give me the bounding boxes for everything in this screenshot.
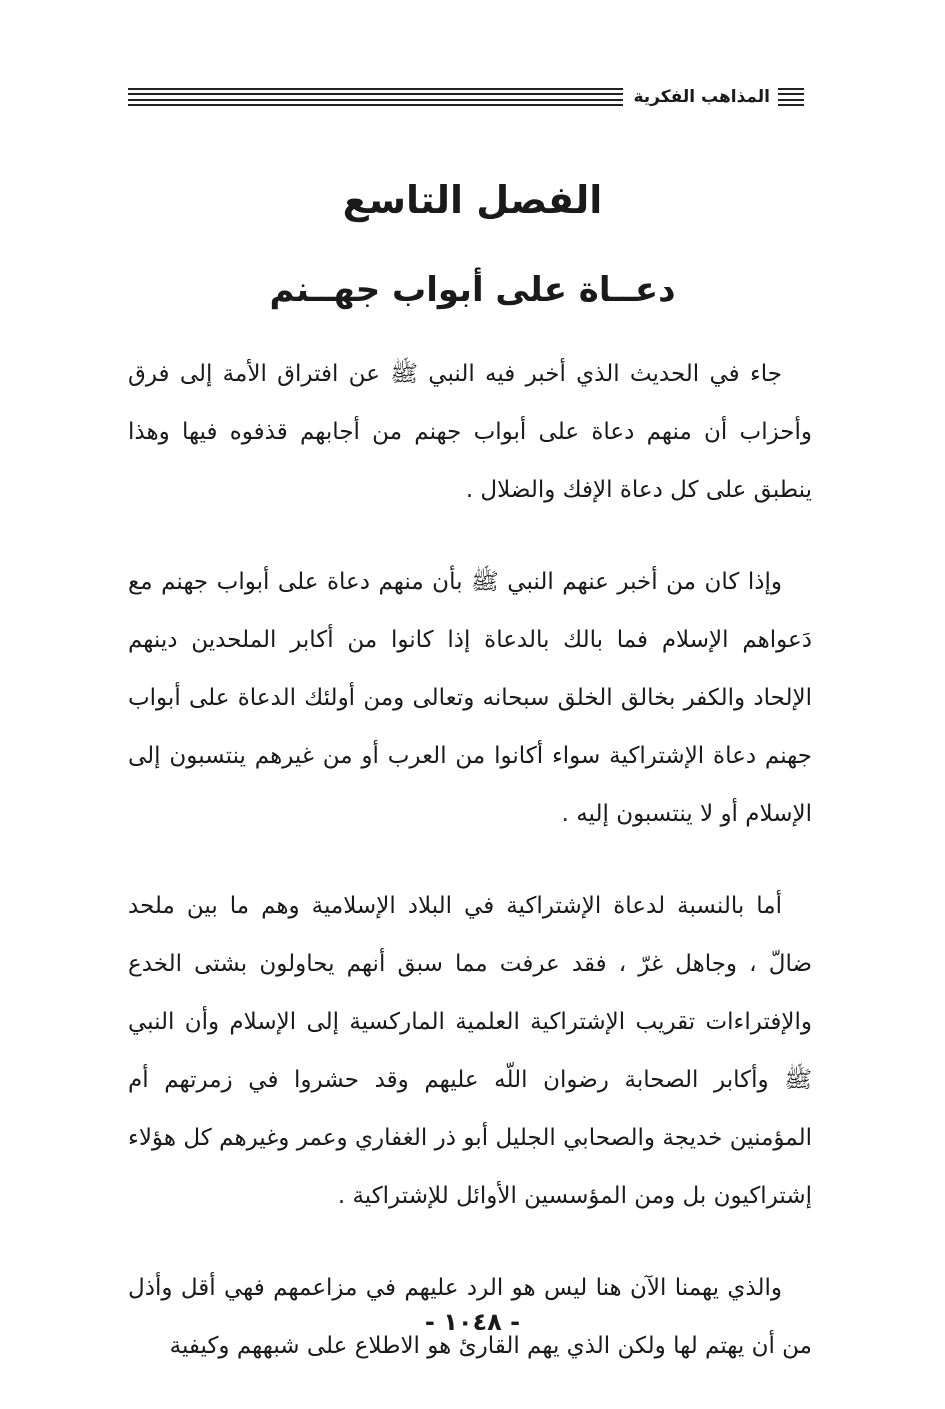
page-number: - ١٠٤٨ - [424,1308,521,1336]
running-header [128,84,804,110]
body-text [128,345,812,1409]
header-lines-icon [778,88,804,106]
paragraph-3: أما بالنسبة لدعاة الإشتراكية في البلاد الإسلامية وهم ما بين ملحد ضالّ ، وجاهل غرّ ، فقد عرفت مما سبق أنهم يحاولون بشتى الخدع والإفتراءات تقريب الإشتراكية العلمية الماركسية إلى الإسلام وأن النبي ﷺ وأكابر الصحابة رضوان اللّه عليهم وقد حشروا في زمرتهم أم المؤمنين خديجة والصحابي الجليل أبو ذر الغفاري وعمر وغيرهم كل هؤلاء إشتراكيون بل ومن المؤسسين الأوائل للإشتراكية . [128,893,812,1209]
paragraph-4: والذي يهمنا الآن هنا ليس هو الرد عليهم في مزاعمهم فهي أقل وأذل من أن يهتم لها ولكن الذي يهم القارئ هو الاطلاع على شبههم وكيفية [128,1275,812,1359]
header-title: المذاهب الفكرية [633,87,770,107]
paragraph-1: جاء في الحديث الذي أخبر فيه النبي ﷺ عن افتراق الأمة إلى فرق وأحزاب أن منهم دعاة على أبواب جهنم من أجابهم قذفوه فيها وهذا ينطبق على كل دعاة الإفك والضلال . [128,361,812,503]
chapter-title: الفصل التاسع [342,178,603,222]
chapter-subtitle: دعــاة على أبواب جهــنم [269,270,676,310]
paragraph-2: وإذا كان من أخبر عنهم النبي ﷺ بأن منهم دعاة على أبواب جهنم مع دَعواهم الإسلام فما بالك بالدعاة إذا كانوا من أكابر الملحدين دينهم الإلحاد والكفر بخالق الخلق سبحانه وتعالى ومن أولئك الدعاة على أبواب جهنم دعاة الإشتراكية سواء أكانوا من العرب أو من غيرهم ينتسبون إلى الإسلام أو لا ينتسبون إليه . [128,569,812,827]
header-rule [128,88,623,106]
